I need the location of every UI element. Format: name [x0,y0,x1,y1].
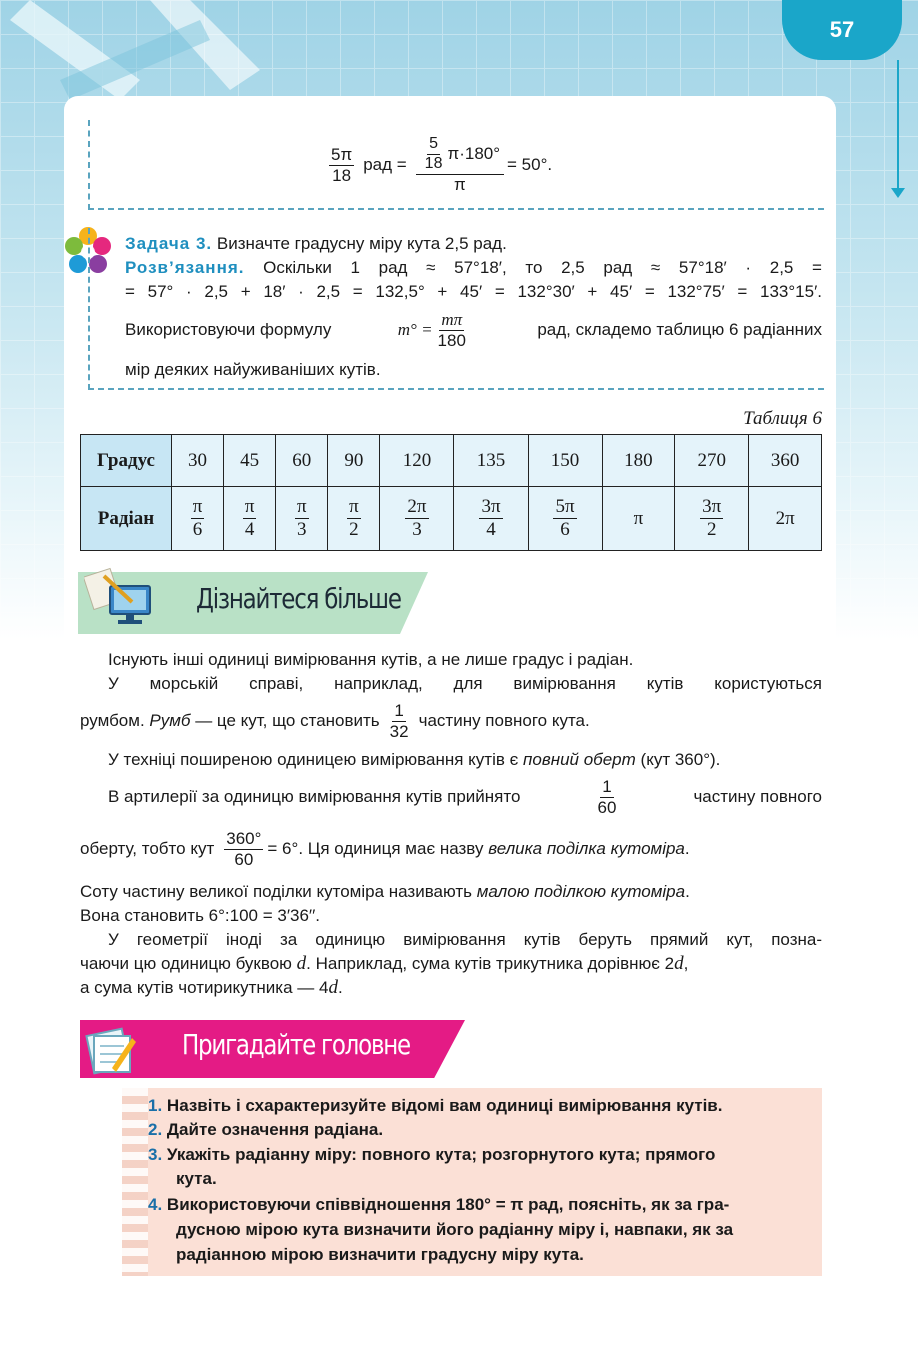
radian-den: 3 [412,519,422,540]
formula-line-2: мір деяких найуживаніших кутів. [125,360,381,379]
radian-cell [380,487,454,551]
formula-expression [398,311,471,350]
radian-den: 6 [192,519,203,540]
intro-inner-den: 18 [424,154,443,172]
notebook-icon [82,1024,138,1076]
learn-p3-before: У техніці поширеною одиницею вимірювання кутів є [108,750,519,769]
learn-p5-term: велика поділка кутоміра [488,839,685,858]
learn-p7-line1: У геометрії іноді за одиницю вимірювання кутів беруть прямий кут, позна- [108,930,822,949]
solution-text-1: Оскільки 1 рад ≈ 57°18′, то 2,5 рад ≈ 57°18′ · 2,5 = [263,258,822,277]
degree-cell: 120 [380,435,454,487]
learn-p7-dot: . [337,978,343,997]
learn-p2-fraction [388,702,411,741]
question-4-line3: радіанною мірою визначити градусну міру кута. [176,1245,584,1264]
table-caption: Таблиця 6 [743,408,822,429]
question-3-text-1: Укажіть радіанну міру: повного кута; розгорнутого кута; прямого [166,1145,716,1164]
radian-num: 3π [702,496,722,518]
degree-cell: 135 [454,435,528,487]
learn-p3-after: (кут 360°). [640,750,721,769]
formula-line [125,306,822,354]
intro-rhs-fraction [416,136,504,194]
question-1-number: 1. [148,1096,163,1115]
intro-lhs-unit: рад = [363,155,407,174]
learn-p2-line2 [80,698,590,744]
degree-cell: 180 [602,435,675,487]
task-text: Визначте градусну міру кута 2,5 рад. [216,234,507,253]
learn-p5-mid: . Ця одиниця має назву [298,839,484,858]
task-label: Задача 3. [125,234,213,253]
learn-p4-frac-den: 60 [597,797,617,817]
learn-p7-letter-3: d [328,977,338,998]
radian-cell [224,487,276,551]
learn-p7-letter-2: d [674,953,684,974]
radian-num: 2π [407,496,427,518]
question-1 [148,1094,722,1118]
learn-p6-line2: Вона становить 6°:100 = 3′36′′. [80,906,321,925]
side-line [897,60,899,190]
learn-p2-term: Румб [149,711,191,730]
radian-cell [528,487,602,551]
intro-result: = 50°. [507,155,553,174]
learn-p4-after: частину повного [693,787,822,806]
computer-icon [84,566,156,630]
learn-p4 [108,774,822,820]
intro-inner-rest: π·180° [447,144,501,164]
learn-p2-mid: — це кут, що становить [195,711,380,730]
solution-line-1 [125,256,822,280]
radian-num: 5π [555,496,575,518]
degree-cell: 30 [172,435,224,487]
radian-den: 4 [486,519,496,540]
learn-p5-fraction [224,830,263,869]
question-1-text: Назвіть і схарактеризуйте відомі вам одиниці вимірювання кутів. [166,1096,723,1115]
question-4 [148,1193,729,1217]
radian-cell [276,487,328,551]
question-3-line2: кута. [176,1169,217,1188]
radian-num: π [349,496,359,518]
radian-row [81,487,822,551]
formula-fraction [436,311,468,350]
intro-inner-num: 5 [427,136,440,155]
learn-p6-before: Соту частину великої поділки кутоміра називають [80,882,473,901]
radian-num: π [192,496,203,518]
learn-p6 [80,880,690,904]
solution-line-2: = 57° · 2,5 + 18′ · 2,5 = 132,5° + 45′ = 132°30′ + 45′ = 132°75′ = 133°15′. [125,282,822,301]
formula-lhs: m° = [397,320,433,339]
learn-p7-line2 [80,952,688,976]
learn-p7-before: чаючи цю одиницю буквою [80,954,292,973]
radian-den: 4 [244,519,255,540]
learn-p5-frac-den: 60 [234,849,254,869]
solution-label: Розв’язання. [125,258,245,277]
intro-lhs-fraction [329,146,354,185]
intro-rhs-num [416,136,504,176]
learn-p4-before: В артилерії за одиницю вимірювання кутів прийнято [108,787,521,806]
radian-num: π [296,496,307,518]
radian-row-header: Радіан [81,487,172,551]
radian-cell [675,487,749,551]
intro-inner-fraction [423,136,445,173]
formula-after: рад, складемо таблицю 6 радіанних [537,320,822,339]
formula-den: 180 [437,330,466,350]
learn-p7-line3-before: а сума кутів чотирикутника — 4 [80,978,329,997]
learn-p5-before: оберту, тобто кут [80,839,215,858]
radian-cell [328,487,380,551]
learn-p2-line1: У морській справі, наприклад, для вимірювання кутів користуються [108,674,822,693]
question-2-text: Дайте означення радіана. [166,1120,384,1139]
radian-cell: π [602,487,675,551]
learn-p1: Існують інші одиниці вимірювання кутів, а не лише градус і радіан. [108,650,634,669]
learn-more-title: Дізнайтеся більше [196,582,401,615]
remember-title: Пригадайте головне [182,1028,410,1061]
formula-before: Використовуючи формулу [125,320,332,339]
learn-p7-line3 [80,976,343,1000]
intro-lhs-num: 5π [331,144,353,164]
radian-cell: 2π [749,487,822,551]
learn-p6-end: . [685,882,690,901]
radian-den: 2 [706,519,717,540]
radian-num: 3π [481,496,501,518]
learn-p7-comma: , [683,954,689,973]
learn-p7-letter: d [296,953,307,974]
question-4-number: 4. [148,1195,163,1214]
task-line [125,232,825,256]
degree-row-header: Градус [81,435,172,487]
degree-cell: 45 [224,435,276,487]
question-3-number: 3. [148,1145,163,1164]
intro-formula [326,128,552,202]
side-arrow-icon [891,188,905,198]
learn-p3 [108,748,720,772]
degree-cell: 60 [276,435,328,487]
learn-p6-term: малою поділкою кутоміра [476,882,686,901]
intro-lhs-den: 18 [332,165,352,185]
intro-rhs-den: π [453,175,466,195]
degree-cell: 150 [528,435,602,487]
learn-p5-frac-num: 360° [226,828,262,848]
learn-p2-before: румбом. [80,711,145,730]
questions-stripes [122,1088,148,1276]
degree-cell: 90 [328,435,380,487]
learn-p4-fraction [595,778,618,817]
learn-p3-term: повний оберт [523,750,636,769]
question-4-line2: дусною мірою кута визначити його радіанну міру і, навпаки, як за [176,1220,734,1239]
degree-cell: 270 [675,435,749,487]
learn-p2-after: частину повного кута. [418,711,590,730]
question-4-text-1: Використовуючи співвідношення 180° = π рад, поясніть, як за гра- [166,1195,730,1214]
question-3 [148,1143,812,1167]
learn-p7-after: . Наприклад, сума кутів трикутника дорівнює 2 [306,954,675,973]
radian-cell [172,487,224,551]
radian-den: 2 [349,519,359,540]
page-number: 57 [782,0,902,60]
learn-p2-frac-num: 1 [394,700,404,720]
question-2 [148,1118,383,1142]
degree-radian-table [80,434,822,551]
radian-cell [454,487,528,551]
degree-row [81,435,822,487]
radian-den: 6 [560,519,570,540]
question-2-number: 2. [148,1120,163,1139]
learn-p5 [80,826,822,872]
radian-den: 3 [297,519,307,540]
learn-p2-frac-den: 32 [389,721,409,741]
formula-num: mπ [441,309,463,329]
degree-cell: 360 [749,435,822,487]
learn-p5-eq: = 6° [267,839,299,858]
radian-num: π [244,496,255,518]
learn-p5-end: . [684,839,690,858]
learn-p4-frac-num: 1 [602,776,612,796]
